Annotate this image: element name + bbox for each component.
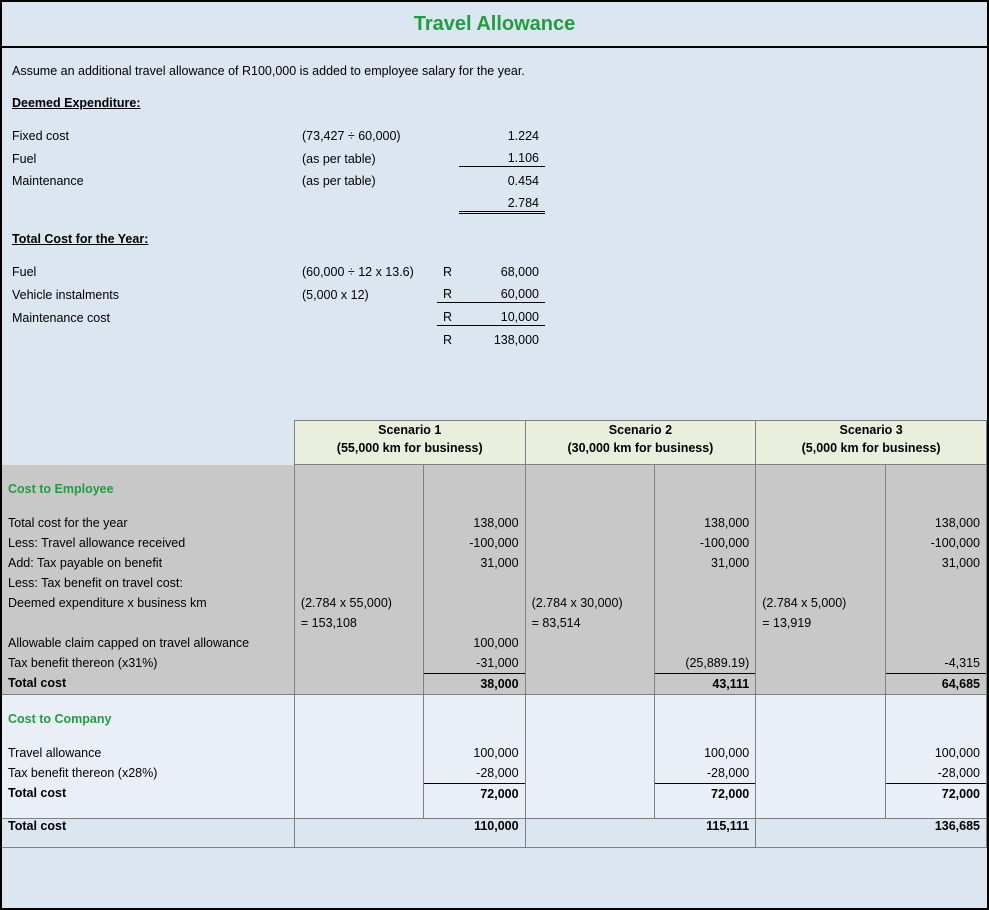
cte-s3-narrative-column bbox=[756, 465, 886, 695]
grand-total-s3-value: 136,685 bbox=[885, 819, 986, 848]
sheet-title-bar bbox=[2, 2, 987, 48]
table-row bbox=[12, 167, 545, 190]
cte-s1-nar-8 bbox=[295, 673, 424, 693]
ctc-s2-nar-0 bbox=[526, 743, 655, 763]
spacer bbox=[424, 729, 524, 743]
spacer bbox=[2, 465, 294, 479]
cte-s3-val-8: 64,685 bbox=[886, 674, 986, 695]
tcy-total-note bbox=[302, 326, 437, 349]
cte-s2-val-7: (25,889.19) bbox=[685, 656, 750, 670]
scenario-1-sub: (55,000 km for business) bbox=[336, 441, 483, 456]
cte-s1-nar-7 bbox=[295, 653, 424, 673]
scenario-1-name: Scenario 1 bbox=[378, 423, 442, 437]
ctc-s3-val-head bbox=[886, 709, 986, 729]
spacer bbox=[526, 803, 655, 817]
deemed-row-1-value: 1.106 bbox=[507, 151, 539, 165]
ctc-s3-val-0: 100,000 bbox=[934, 746, 980, 760]
ctc-label-rows bbox=[2, 695, 294, 817]
total-cost-year-table bbox=[12, 258, 545, 348]
ctc-label-2: Total cost bbox=[8, 786, 67, 800]
grand-total-s3-spacer bbox=[756, 819, 886, 848]
tcy-row-0-value: 68,000 bbox=[500, 265, 539, 279]
scenario-2-header bbox=[525, 421, 756, 465]
deemed-expenditure-heading bbox=[2, 78, 987, 110]
cte-s2-val-3 bbox=[655, 573, 755, 593]
cte-s3-nar-6 bbox=[756, 633, 885, 653]
deemed-total-note bbox=[302, 189, 437, 213]
ctc-s3-nar-0 bbox=[756, 743, 885, 763]
table-row bbox=[12, 144, 545, 167]
spacer bbox=[424, 804, 524, 818]
spacer bbox=[756, 465, 885, 479]
ctc-label-0: Travel allowance bbox=[8, 746, 102, 760]
ctc-s3-nar-1 bbox=[756, 763, 885, 783]
deemed-row-2-note: (as per table) bbox=[302, 174, 376, 188]
scenario-1-header bbox=[294, 421, 525, 465]
ctc-s1-val-1: -28,000 bbox=[476, 766, 519, 780]
spacer bbox=[526, 499, 655, 513]
cte-s3-val-0: 138,000 bbox=[934, 516, 980, 530]
cte-s3-nar-4: (2.784 x 5,000) bbox=[762, 596, 847, 610]
ctc-s2-val-2: 72,000 bbox=[655, 784, 755, 805]
cte-s2-nar-1 bbox=[526, 533, 655, 553]
deemed-row-0-note: (73,427 ÷ 60,000) bbox=[302, 129, 401, 143]
deemed-row-1-currency bbox=[437, 144, 459, 167]
cte-s2-narrative-rows bbox=[526, 465, 655, 693]
cte-s3-nar-5: = 13,919 bbox=[762, 616, 812, 630]
ctc-s2-val-1: -28,000 bbox=[706, 766, 750, 780]
ctc-label-1: Tax benefit thereon (x28%) bbox=[8, 766, 158, 780]
cte-s1-nar-4: (2.784 x 55,000) bbox=[300, 596, 392, 610]
cte-s3-val-6 bbox=[886, 633, 986, 653]
cte-s3-nar-2 bbox=[756, 553, 885, 573]
ctc-label-column bbox=[2, 695, 294, 819]
cte-s1-nar-2 bbox=[295, 553, 424, 573]
ctc-s2-value-column bbox=[655, 695, 756, 819]
scenario-3-header bbox=[756, 421, 987, 465]
cte-s3-nar-head bbox=[756, 479, 885, 499]
deemed-expenditure-heading-text: Deemed Expenditure: bbox=[12, 96, 141, 110]
ctc-s3-val-2: 72,000 bbox=[886, 784, 986, 805]
deemed-total-currency bbox=[437, 189, 459, 213]
table-row bbox=[12, 189, 545, 213]
ctc-s2-value-rows bbox=[655, 695, 755, 818]
cte-s3-narrative-rows bbox=[756, 465, 885, 693]
ctc-s1-nar-1 bbox=[295, 763, 424, 783]
ctc-s3-nar-head bbox=[756, 709, 885, 729]
cte-s2-val-2: 31,000 bbox=[711, 556, 750, 570]
spacer bbox=[886, 729, 986, 743]
cte-label-8: Total cost bbox=[8, 675, 67, 690]
cte-s1-value-column bbox=[424, 465, 525, 695]
spacer bbox=[756, 803, 885, 817]
deemed-total-label bbox=[12, 189, 302, 213]
spacer bbox=[655, 499, 755, 513]
table-row bbox=[12, 280, 545, 303]
cte-s3-val-head bbox=[886, 479, 986, 499]
scenario-header-row bbox=[2, 421, 987, 465]
grand-total-row bbox=[2, 819, 987, 848]
spacer bbox=[756, 729, 885, 743]
total-cost-year-heading bbox=[2, 214, 987, 246]
spacer bbox=[2, 729, 294, 743]
cte-s3-nar-7 bbox=[756, 653, 885, 673]
table-row bbox=[12, 303, 545, 326]
cost-to-employee-block bbox=[2, 465, 987, 695]
scenario-2-sub: (30,000 km for business) bbox=[567, 441, 714, 456]
cte-label-5 bbox=[2, 613, 294, 633]
cte-s1-narrative-rows bbox=[295, 465, 424, 693]
spacer bbox=[2, 499, 294, 513]
tcy-row-0-label: Fuel bbox=[12, 265, 37, 279]
cte-s1-val-head bbox=[424, 479, 524, 499]
cte-s1-val-0: 138,000 bbox=[473, 516, 519, 530]
cte-s1-val-5 bbox=[424, 613, 524, 633]
tcy-row-1-value: 60,000 bbox=[500, 287, 539, 301]
ctc-s1-val-0: 100,000 bbox=[473, 746, 519, 760]
ctc-s1-nar-2 bbox=[295, 783, 424, 803]
tcy-row-1-currency: R bbox=[443, 287, 453, 301]
cte-s3-val-3 bbox=[886, 573, 986, 593]
grand-total-s2-value: 115,111 bbox=[655, 819, 756, 848]
tcy-total-currency: R bbox=[437, 326, 459, 349]
deemed-row-0-currency bbox=[437, 122, 459, 144]
cte-s2-val-head bbox=[655, 479, 755, 499]
ctc-s2-val-0: 100,000 bbox=[704, 746, 750, 760]
spacer bbox=[424, 695, 524, 709]
spacer bbox=[526, 465, 655, 479]
tcy-row-1-note: (5,000 x 12) bbox=[302, 287, 369, 302]
cte-s1-nar-6 bbox=[295, 633, 424, 653]
tcy-row-0-note: (60,000 ÷ 12 x 13.6) bbox=[302, 265, 414, 279]
table-row bbox=[12, 326, 545, 349]
tcy-total-label bbox=[12, 326, 302, 349]
deemed-row-2-label: Maintenance bbox=[12, 174, 84, 188]
cte-s1-nar-3 bbox=[295, 573, 424, 593]
cte-s2-nar-4: (2.784 x 30,000) bbox=[531, 596, 623, 610]
cte-s1-nar-head bbox=[295, 479, 424, 499]
cte-s2-value-rows bbox=[655, 465, 755, 694]
total-cost-year-heading-text: Total Cost for the Year: bbox=[12, 232, 149, 246]
deemed-row-0-label: Fixed cost bbox=[12, 129, 69, 143]
deemed-total-value: 2.784 bbox=[459, 189, 545, 213]
grand-total-label: Total cost bbox=[2, 819, 294, 848]
cte-s2-nar-3 bbox=[526, 573, 655, 593]
cte-s1-val-8: 38,000 bbox=[424, 674, 524, 695]
ctc-s3-val-1: -28,000 bbox=[937, 766, 980, 780]
cte-label-7: Tax benefit thereon (x31%) bbox=[8, 655, 158, 670]
intro-text: Assume an additional travel allowance of R100,000 is added to employee salary for the year. bbox=[12, 64, 525, 78]
spacer bbox=[2, 695, 294, 709]
spacer bbox=[424, 465, 524, 479]
ctc-s3-value-rows bbox=[886, 695, 986, 818]
ctc-s3-narrative-column bbox=[756, 695, 886, 819]
cte-s1-nar-0 bbox=[295, 513, 424, 533]
ctc-s2-nar-2 bbox=[526, 783, 655, 803]
ctc-s2-narrative-rows bbox=[526, 695, 655, 817]
spacer bbox=[886, 465, 986, 479]
deemed-row-1-label: Fuel bbox=[12, 151, 37, 166]
spacer bbox=[756, 695, 885, 709]
cte-label-column bbox=[2, 465, 294, 695]
cte-label-3: Less: Tax benefit on travel cost: bbox=[8, 575, 183, 590]
cte-label-1: Less: Travel allowance received bbox=[8, 535, 186, 550]
cte-label-4: Deemed expenditure x business km bbox=[8, 595, 207, 610]
ctc-s1-value-column bbox=[424, 695, 525, 819]
scenario-3-name: Scenario 3 bbox=[839, 423, 903, 437]
tcy-row-2-label: Maintenance cost bbox=[12, 310, 110, 325]
cte-s3-value-column bbox=[885, 465, 986, 695]
cte-s3-nar-1 bbox=[756, 533, 885, 553]
cte-s1-val-6: 100,000 bbox=[473, 636, 519, 650]
spacer bbox=[655, 695, 755, 709]
spacer bbox=[655, 729, 755, 743]
cte-s2-val-5 bbox=[655, 613, 755, 633]
cost-to-employee-heading: Cost to Employee bbox=[8, 481, 114, 496]
cte-s1-nar-5: = 153,108 bbox=[300, 616, 357, 630]
cte-s2-val-4 bbox=[655, 593, 755, 613]
spacer bbox=[886, 695, 986, 709]
cost-to-company-block bbox=[2, 695, 987, 819]
spacer bbox=[526, 729, 655, 743]
ctc-s1-narrative-rows bbox=[295, 695, 424, 817]
deemed-row-2-value: 0.454 bbox=[459, 167, 545, 190]
spacer bbox=[655, 465, 755, 479]
ctc-s2-nar-head bbox=[526, 709, 655, 729]
cte-s2-val-1: -100,000 bbox=[699, 536, 750, 550]
grand-total-s1-spacer bbox=[294, 819, 424, 848]
ctc-s1-val-2: 72,000 bbox=[424, 784, 524, 805]
spacer bbox=[886, 499, 986, 513]
ctc-s3-nar-2 bbox=[756, 783, 885, 803]
spacer bbox=[295, 465, 424, 479]
grand-total-s1-value: 110,000 bbox=[424, 819, 525, 848]
scenario-grid bbox=[2, 420, 987, 848]
cte-label-2: Add: Tax payable on benefit bbox=[8, 555, 163, 570]
cte-s3-val-1: -100,000 bbox=[930, 536, 980, 550]
table-row bbox=[12, 258, 545, 280]
cte-s1-val-2: 31,000 bbox=[480, 556, 519, 570]
cte-s2-nar-0 bbox=[526, 513, 655, 533]
cost-to-company-heading: Cost to Company bbox=[8, 712, 112, 726]
ctc-s2-narrative-column bbox=[525, 695, 655, 819]
cte-s2-nar-8 bbox=[526, 673, 655, 693]
cte-s2-val-6 bbox=[655, 633, 755, 653]
cte-s2-nar-7 bbox=[526, 653, 655, 673]
tcy-row-2-currency: R bbox=[437, 303, 459, 326]
cte-s3-val-4 bbox=[886, 593, 986, 613]
spacer bbox=[424, 499, 524, 513]
deemed-row-2-currency bbox=[437, 167, 459, 190]
scenario-2-name: Scenario 2 bbox=[608, 423, 673, 437]
spacer bbox=[526, 695, 655, 709]
ctc-s1-nar-0 bbox=[295, 743, 424, 763]
scenario-header-blank bbox=[2, 421, 294, 465]
ctc-s1-value-rows bbox=[424, 695, 524, 818]
spacer bbox=[295, 695, 424, 709]
cte-s2-nar-6 bbox=[526, 633, 655, 653]
tcy-row-2-value: 10,000 bbox=[459, 303, 545, 326]
cte-s3-nar-3 bbox=[756, 573, 885, 593]
cte-s1-val-1: -100,000 bbox=[469, 536, 519, 550]
ctc-s1-val-head bbox=[424, 709, 524, 729]
table-row bbox=[12, 122, 545, 144]
cte-s3-val-5 bbox=[886, 613, 986, 633]
cte-s3-nar-8 bbox=[756, 673, 885, 693]
scenario-3-sub: (5,000 km for business) bbox=[801, 441, 941, 456]
cte-s1-val-3 bbox=[424, 573, 524, 593]
tcy-total-value: 138,000 bbox=[459, 326, 545, 349]
spacer bbox=[886, 804, 986, 818]
cte-s2-val-8: 43,111 bbox=[655, 674, 755, 695]
cte-label-0: Total cost for the year bbox=[8, 515, 128, 530]
cte-s1-nar-1 bbox=[295, 533, 424, 553]
cte-s3-val-7: -4,315 bbox=[944, 656, 980, 670]
cte-s3-val-2: 31,000 bbox=[941, 556, 980, 570]
cte-s1-narrative-column bbox=[294, 465, 424, 695]
ctc-s2-nar-1 bbox=[526, 763, 655, 783]
deemed-expenditure-table bbox=[12, 122, 545, 214]
cte-s1-val-7: -31,000 bbox=[476, 656, 519, 670]
spacer bbox=[655, 804, 755, 818]
cte-s1-value-rows bbox=[424, 465, 524, 694]
ctc-s3-narrative-rows bbox=[756, 695, 885, 817]
cte-s3-nar-0 bbox=[756, 513, 885, 533]
cte-s2-val-0: 138,000 bbox=[704, 516, 750, 530]
cte-s3-value-rows bbox=[886, 465, 986, 694]
tcy-row-0-currency: R bbox=[443, 265, 453, 279]
cte-label-6: Allowable claim capped on travel allowance bbox=[8, 635, 250, 650]
cte-s2-nar-5: = 83,514 bbox=[531, 616, 581, 630]
cte-s2-narrative-column bbox=[525, 465, 655, 695]
page-title: Travel Allowance bbox=[413, 12, 576, 35]
tcy-row-1-label: Vehicle instalments bbox=[12, 287, 120, 302]
cte-label-rows bbox=[2, 465, 294, 693]
grand-total-s2-spacer bbox=[525, 819, 655, 848]
upper-section bbox=[2, 48, 987, 348]
cte-s2-nar-head bbox=[526, 479, 655, 499]
spacer bbox=[295, 729, 424, 743]
cte-s1-val-4 bbox=[424, 593, 524, 613]
deemed-row-1-note: (as per table) bbox=[302, 151, 376, 166]
ctc-s2-val-head bbox=[655, 709, 755, 729]
tcy-row-2-note bbox=[302, 303, 437, 326]
cte-s2-value-column bbox=[655, 465, 756, 695]
cte-s2-nar-2 bbox=[526, 553, 655, 573]
ctc-s1-narrative-column bbox=[294, 695, 424, 819]
ctc-s1-nar-head bbox=[295, 709, 424, 729]
spacer bbox=[295, 499, 424, 513]
ctc-s3-value-column bbox=[885, 695, 986, 819]
deemed-row-0-value: 1.224 bbox=[507, 129, 539, 143]
spacer bbox=[295, 803, 424, 817]
spacer bbox=[2, 803, 294, 817]
spacer bbox=[756, 499, 885, 513]
